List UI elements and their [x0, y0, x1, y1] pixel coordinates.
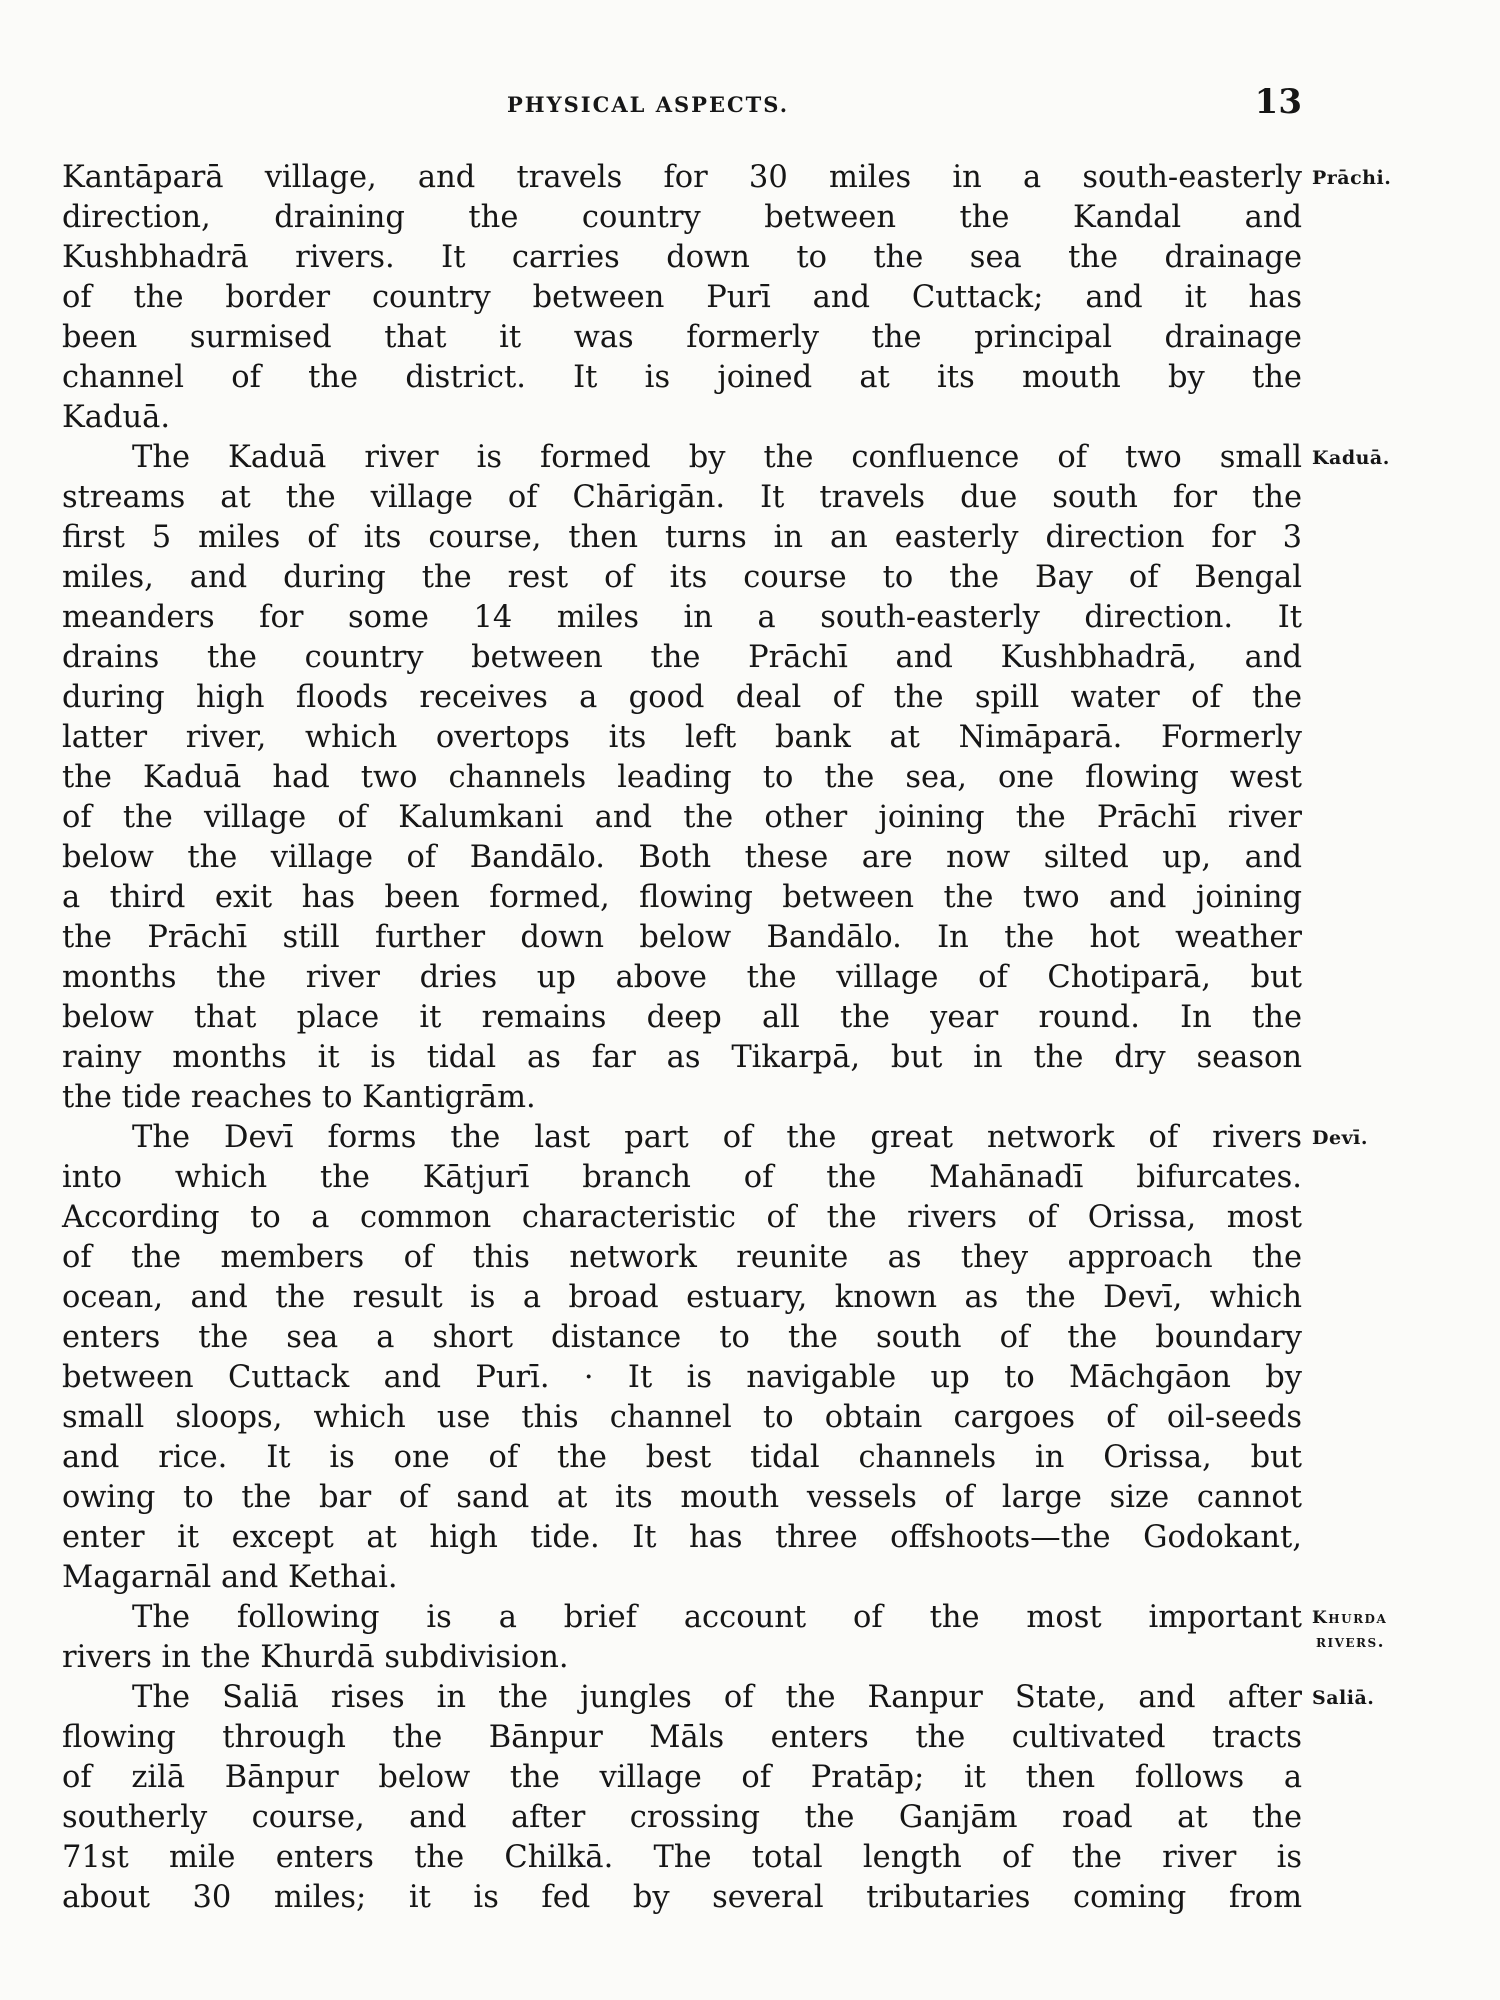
text-line: the Kaduā had two channels leading to the sea, one flowing west [62, 760, 1302, 795]
margin-note-khurda-rivers [1312, 1606, 1387, 1654]
margin-note-kadua: Kaduā. [1312, 447, 1390, 469]
text-line: channel of the district. It is joined at its mouth by the [62, 360, 1302, 395]
page-number: 13 [1254, 82, 1302, 122]
text-line: below that place it remains deep all the year round. In the [62, 1000, 1302, 1035]
text-line: first 5 miles of its course, then turns in an easterly direction for 3 [62, 520, 1302, 555]
text-line: Kushbhadrā rivers. It carries down to the sea the drainage [62, 240, 1302, 275]
margin-note-devi: Devī. [1312, 1127, 1368, 1149]
text-line: Kantāparā village, and travels for 30 miles in a south-easterly [62, 160, 1302, 195]
text-line: between Cuttack and Purī. · It is navigable up to Māchgāon by [62, 1360, 1302, 1395]
text-line: meanders for some 14 miles in a south-easterly direction. It [62, 600, 1302, 635]
text-line: streams at the village of Chārigān. It travels due south for the [62, 480, 1302, 515]
text-line: the Prāchī still further down below Bandālo. In the hot weather [62, 920, 1302, 955]
text-line: enter it except at high tide. It has three offshoots—the Godokant, [62, 1520, 1302, 1555]
text-line: enters the sea a short distance to the south of the boundary [62, 1320, 1302, 1355]
margin-note-prachi: Prāchi. [1312, 167, 1392, 189]
text-line: of the members of this network reunite as they approach the [62, 1240, 1302, 1275]
text-line: of the village of Kalumkani and the other joining the Prāchī river [62, 800, 1302, 835]
text-line: owing to the bar of sand at its mouth vessels of large size cannot [62, 1480, 1302, 1515]
text-line: miles, and during the rest of its course to the Bay of Bengal [62, 560, 1302, 595]
margin-note-khurda-line1: Khurda [1312, 1608, 1388, 1628]
text-line: small sloops, which use this channel to obtain cargoes of oil-seeds [62, 1400, 1302, 1435]
text-line: and rice. It is one of the best tidal channels in Orissa, but [62, 1440, 1302, 1475]
body-text [62, 158, 1302, 1918]
text-line: months the river dries up above the village of Chotiparā, but [62, 960, 1302, 995]
text-line: Kaduā. [62, 400, 171, 435]
text-line: 71st mile enters the Chilkā. The total length of the river is [62, 1840, 1302, 1875]
text-line: a third exit has been formed, flowing between the two and joining [62, 880, 1302, 915]
text-line: during high floods receives a good deal of the spill water of the [62, 680, 1302, 715]
text-line: the tide reaches to Kantigrām. [62, 1080, 536, 1115]
running-title: PHYSICAL ASPECTS. [507, 92, 790, 117]
paragraph-start-line: The following is a brief account of the most important [132, 1600, 1302, 1635]
margin-note-salia: Saliā. [1312, 1687, 1375, 1709]
text-line: of the border country between Purī and Cuttack; and it has [62, 280, 1302, 315]
text-line: direction, draining the country between the Kandal and [62, 200, 1302, 235]
running-head [62, 82, 1302, 126]
paragraph-start-line: The Devī forms the last part of the great network of rivers [132, 1120, 1302, 1155]
text-line: rainy months it is tidal as far as Tikarpā, but in the dry season [62, 1040, 1302, 1075]
text-line: been surmised that it was formerly the principal drainage [62, 320, 1302, 355]
text-line: According to a common characteristic of the rivers of Orissa, most [62, 1200, 1302, 1235]
text-line: ocean, and the result is a broad estuary, known as the Devī, which [62, 1280, 1302, 1315]
margin-note-khurda-line2: rivers. [1316, 1632, 1386, 1652]
text-line: below the village of Bandālo. Both these are now silted up, and [62, 840, 1302, 875]
text-line: of zilā Bānpur below the village of Pratāp; it then follows a [62, 1760, 1302, 1795]
text-line: southerly course, and after crossing the Ganjām road at the [62, 1800, 1302, 1835]
text-line: Magarnāl and Kethai. [62, 1560, 398, 1595]
text-line: into which the Kātjurī branch of the Mahānadī bifurcates. [62, 1160, 1302, 1195]
text-line: latter river, which overtops its left bank at Nimāparā. Formerly [62, 720, 1302, 755]
text-line: flowing through the Bānpur Māls enters the cultivated tracts [62, 1720, 1302, 1755]
paragraph-start-line: The Saliā rises in the jungles of the Ranpur State, and after [132, 1680, 1302, 1715]
text-line: drains the country between the Prāchī and Kushbhadrā, and [62, 640, 1302, 675]
text-line: about 30 miles; it is fed by several tributaries coming from [62, 1880, 1302, 1915]
text-line: rivers in the Khurdā subdivision. [62, 1640, 569, 1675]
paragraph-start-line: The Kaduā river is formed by the confluence of two small [132, 440, 1302, 475]
